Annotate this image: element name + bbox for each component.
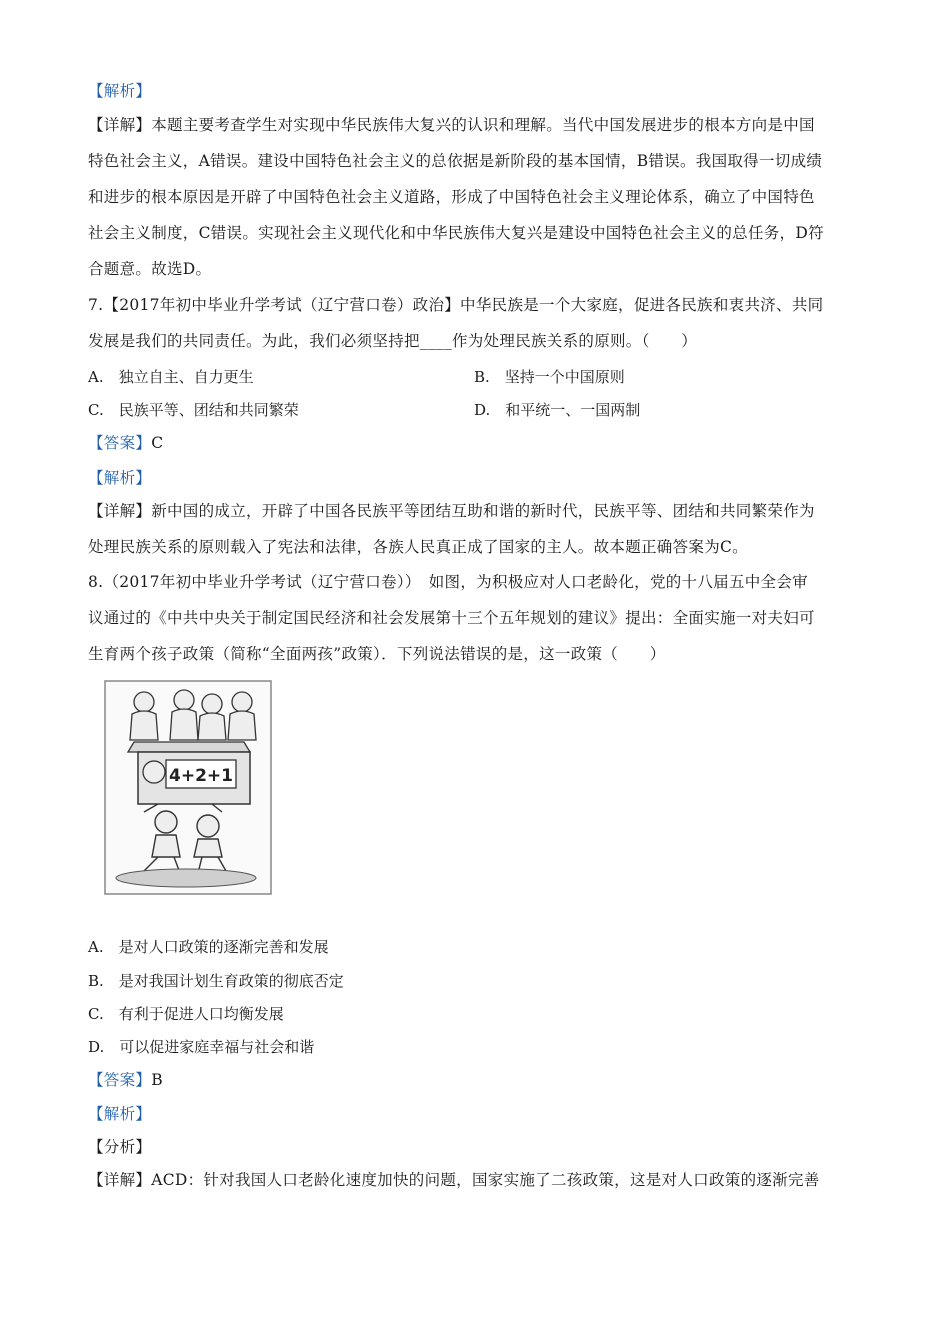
q6-detail-line-4: 社会主义制度，C错误。实现社会主义现代化和中华民族伟大复兴是建设中国特色社会主义的总任务，D符 xyxy=(88,224,824,242)
q7-detail-tag: 【详解】 xyxy=(88,502,152,520)
q7-detail-line-1: 【详解】新中国的成立，开辟了中国各民族平等团结互助和谐的新时代，民族平等、团结和共同繁荣作为 xyxy=(88,502,815,520)
q8-stem-line-2: 议通过的《中共中央关于制定国民经济和社会发展第十三个五年规划的建议》提出：全面实施一对夫妇可 xyxy=(88,609,815,627)
q8-answer-tag: 【答案】 xyxy=(88,1071,152,1089)
q7-source: 【2017年初中毕业升学考试（辽宁营口卷）政治】 xyxy=(103,296,461,314)
q6-detail-tag: 【详解】 xyxy=(88,116,152,134)
q7-analysis-tag: 【解析】 xyxy=(88,469,152,487)
q7-stem-line-1: 7.【2017年初中毕业升学考试（辽宁营口卷）政治】中华民族是一个大家庭，促进各民族和衷共济、共同 xyxy=(88,296,824,314)
q8-analysis-tag: 【解析】 xyxy=(88,1105,152,1123)
figure-label: 4+2+1 xyxy=(169,766,233,786)
cartoon-illustration xyxy=(104,680,272,895)
q6-detail-line-2: 特色社会主义，A错误。建设中国特色社会主义的总依据是新阶段的基本国情，B错误。我国取得一切成绩 xyxy=(88,152,823,170)
q6-detail-line-1: 【详解】本题主要考查学生对实现中华民族伟大复兴的认识和理解。当代中国发展进步的根本方向是中国 xyxy=(88,116,815,134)
q8-detail-tag: 【详解】 xyxy=(88,1171,152,1189)
q8-option-c: C. 有利于促进人口均衡发展 xyxy=(88,1005,284,1023)
q8-option-d: D. 可以促进家庭幸福与社会和谐 xyxy=(88,1038,315,1056)
q8-stem-line-3: 生育两个孩子政策（简称“全面两孩”政策）．下列说法错误的是，这一政策（ ） xyxy=(88,645,666,663)
q7-option-b: B. 坚持一个中国原则 xyxy=(474,368,625,386)
q7-answer-value: C xyxy=(151,434,164,452)
q6-analysis-tag: 【解析】 xyxy=(88,82,152,100)
q8-option-a: A. 是对人口政策的逐渐完善和发展 xyxy=(88,938,329,956)
q8-answer-value: B xyxy=(151,1071,163,1089)
q8-fenxi-tag: 【分析】 xyxy=(88,1138,152,1156)
q7-option-c: C. 民族平等、团结和共同繁荣 xyxy=(88,401,299,419)
q7-option-d: D. 和平统一、一国两制 xyxy=(474,401,641,419)
q8-stem-line-1: 8.（2017年初中毕业升学考试（辽宁营口卷）） 如图，为积极应对人口老龄化，党的十八届五中全会审 xyxy=(88,573,808,591)
q7-answer-tag: 【答案】 xyxy=(88,434,152,452)
q7-answer xyxy=(88,432,868,454)
q7-stem-line-2: 发展是我们的共同责任。为此，我们必须坚持把____作为处理民族关系的原则。（ ） xyxy=(88,332,698,350)
q6-detail-line-5: 合题意。故选D。 xyxy=(88,260,212,278)
q8-answer xyxy=(88,1069,868,1091)
q7-option-a: A. 独立自主、自力更生 xyxy=(88,368,254,386)
q7-detail-line-2: 处理民族关系的原则载入了宪法和法律，各族人民真正成了国家的主人。故本题正确答案为C。 xyxy=(88,538,748,556)
q8-number: 8. xyxy=(88,573,104,591)
q8-detail-line-1: 【详解】ACD：针对我国人口老龄化速度加快的问题，国家实施了二孩政策，这是对人口政策的逐渐完善 xyxy=(88,1171,820,1189)
cartoon-figure xyxy=(104,680,272,895)
q6-detail-line-3: 和进步的根本原因是开辟了中国特色社会主义道路，形成了中国特色社会主义理论体系，确立了中国特色 xyxy=(88,188,815,206)
q8-option-b: B. 是对我国计划生育政策的彻底否定 xyxy=(88,972,344,990)
q7-number: 7. xyxy=(88,296,104,314)
